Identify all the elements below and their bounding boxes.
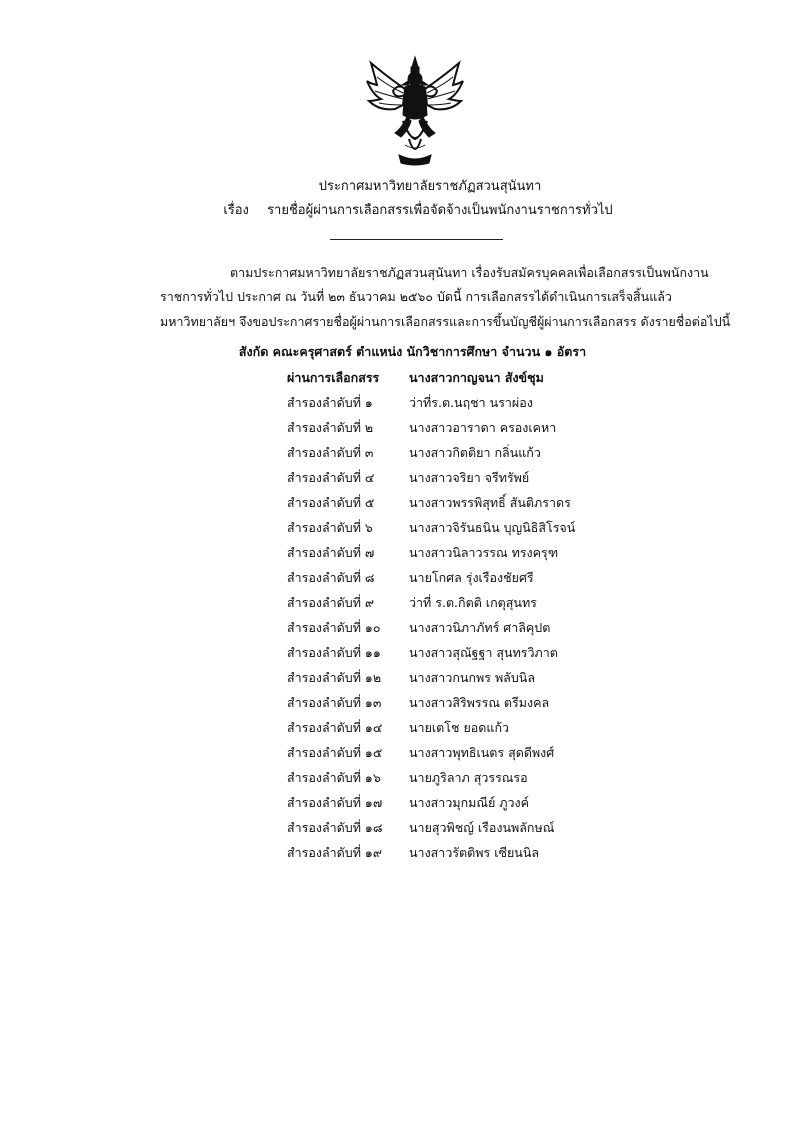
section-heading: สังกัด คณะครุศาสตร์ ตำแหน่ง นักวิชาการศึกษา จำนวน ๑ อัตรา [238, 344, 587, 359]
reserve-name: นางสาวพรรพิสุทธิ์ สันติภราดร [409, 495, 571, 510]
reserve-rank: สำรองลำดับที่ ๓ [287, 445, 374, 460]
subject-label: เรื่อง [223, 203, 249, 218]
reserve-name: นางสาวพุทธิเนตร สุดดีพงศ์ [409, 745, 555, 760]
reserve-name: นายเตโช ยอดแก้ว [409, 720, 510, 735]
reserve-name: นางสาวกนกพร พลับนิล [409, 670, 535, 685]
reserve-name: นางสาวจริยา จรีทรัพย์ [409, 470, 530, 485]
list-item [287, 543, 607, 568]
list-item [287, 718, 607, 743]
list-item [287, 693, 607, 718]
list-item [287, 768, 607, 793]
list-item [287, 518, 607, 543]
header-divider [330, 239, 503, 240]
passed-name: นางสาวกาญจนา สังข์ชุม [409, 370, 544, 385]
reserve-name: นางสาวนิภาภัทร์ ศาลิคุปต [409, 620, 551, 635]
list-item [287, 493, 607, 518]
reserve-rank: สำรองลำดับที่ ๙ [287, 595, 375, 610]
list-item [287, 468, 607, 493]
list-item [287, 818, 607, 843]
reserve-name: นายสุวพิชญ์ เรืองนพลักษณ์ [409, 820, 555, 835]
list-item [287, 618, 607, 643]
passed-row [287, 368, 607, 393]
reserve-rank: สำรองลำดับที่ ๑ [287, 395, 373, 410]
list-item [287, 743, 607, 768]
garuda-emblem-icon [365, 55, 465, 167]
list-item [287, 418, 607, 443]
candidate-list [287, 368, 607, 868]
reserve-rank: สำรองลำดับที่ ๑๔ [287, 720, 383, 735]
reserve-name: นางสาวกิตติยา กลิ่นแก้ว [409, 445, 541, 460]
reserve-name: นายภูริลาภ สุวรรณรอ [409, 770, 528, 785]
body-paragraph-line-1: ตามประกาศมหาวิทยาลัยราชภัฏสวนสุนันทา เรื่องรับสมัครบุคคลเพื่อเลือกสรรเป็นพนักงาน [230, 265, 709, 280]
reserve-rank: สำรองลำดับที่ ๑๘ [287, 820, 383, 835]
reserve-rank: สำรองลำดับที่ ๑๐ [287, 620, 381, 635]
reserve-rank: สำรองลำดับที่ ๑๑ [287, 645, 381, 660]
body-paragraph-line-3: มหาวิทยาลัยฯ จึงขอประกาศรายชื่อผู้ผ่านการเลือกสรรและการขึ้นบัญชีผู้ผ่านการเลือกสรร ดังรายชื่อต่อไปนี้ [160, 314, 731, 329]
list-item [287, 443, 607, 468]
list-item [287, 643, 607, 668]
list-item [287, 568, 607, 593]
reserve-name: นางสาวสุณัฐฐา สุนทรวิภาต [409, 645, 558, 660]
reserve-rank: สำรองลำดับที่ ๑๓ [287, 695, 382, 710]
reserve-rank: สำรองลำดับที่ ๗ [287, 545, 375, 560]
reserve-name: นางสาวจิรันธนิน บุญนิธิสิโรจน์ [409, 520, 576, 535]
passed-label: ผ่านการเลือกสรร [287, 370, 380, 385]
list-item [287, 393, 607, 418]
reserve-rank: สำรองลำดับที่ ๑๙ [287, 845, 383, 860]
list-item [287, 843, 607, 868]
reserve-name: ว่าที่ ร.ต.กิตติ เกตุสุนทร [409, 595, 537, 610]
reserve-rank: สำรองลำดับที่ ๕ [287, 495, 375, 510]
reserve-name: นางสาวสิริพรรณ ตรีมงคล [409, 695, 550, 710]
reserve-rank: สำรองลำดับที่ ๔ [287, 470, 375, 485]
subject-text: รายชื่อผู้ผ่านการเลือกสรรเพื่อจัดจ้างเป็นพนักงานราชการทั่วไป [267, 203, 613, 218]
reserve-rank: สำรองลำดับที่ ๒ [287, 420, 374, 435]
announcement-title: ประกาศมหาวิทยาลัยราชภัฏสวนสุนันทา [318, 179, 542, 194]
list-item [287, 793, 607, 818]
reserve-name: นางสาวอาราดา ครองเคหา [409, 420, 557, 435]
reserve-name: ว่าที่ร.ต.นฤชา นราผ่อง [409, 395, 533, 410]
reserve-name: นางสาวมุกมณีย์ ภูวงค์ [409, 795, 530, 810]
announcement-subject [18, 202, 800, 220]
reserve-rank: สำรองลำดับที่ ๑๒ [287, 670, 382, 685]
reserve-name: นางสาวรัตติพร เซียนนิล [409, 845, 540, 860]
body-paragraph-line-2: ราชการทั่วไป ประกาศ ณ วันที่ ๒๓ ธันวาคม ๒๕๖๐ บัดนี้ การเลือกสรรได้ดำเนินการเสร็จสิ้นแล้ว [160, 289, 672, 304]
reserve-rank: สำรองลำดับที่ ๖ [287, 520, 373, 535]
reserve-rank: สำรองลำดับที่ ๑๕ [287, 745, 383, 760]
reserve-name: นายโกศล รุ่งเรืองชัยศรี [409, 570, 534, 585]
reserve-rank: สำรองลำดับที่ ๑๖ [287, 770, 381, 785]
reserve-name: นางสาวนิลาวรรณ ทรงครุฑ [409, 545, 559, 560]
list-item [287, 668, 607, 693]
reserve-rank: สำรองลำดับที่ ๘ [287, 570, 375, 585]
list-item [287, 593, 607, 618]
reserve-rank: สำรองลำดับที่ ๑๗ [287, 795, 383, 810]
